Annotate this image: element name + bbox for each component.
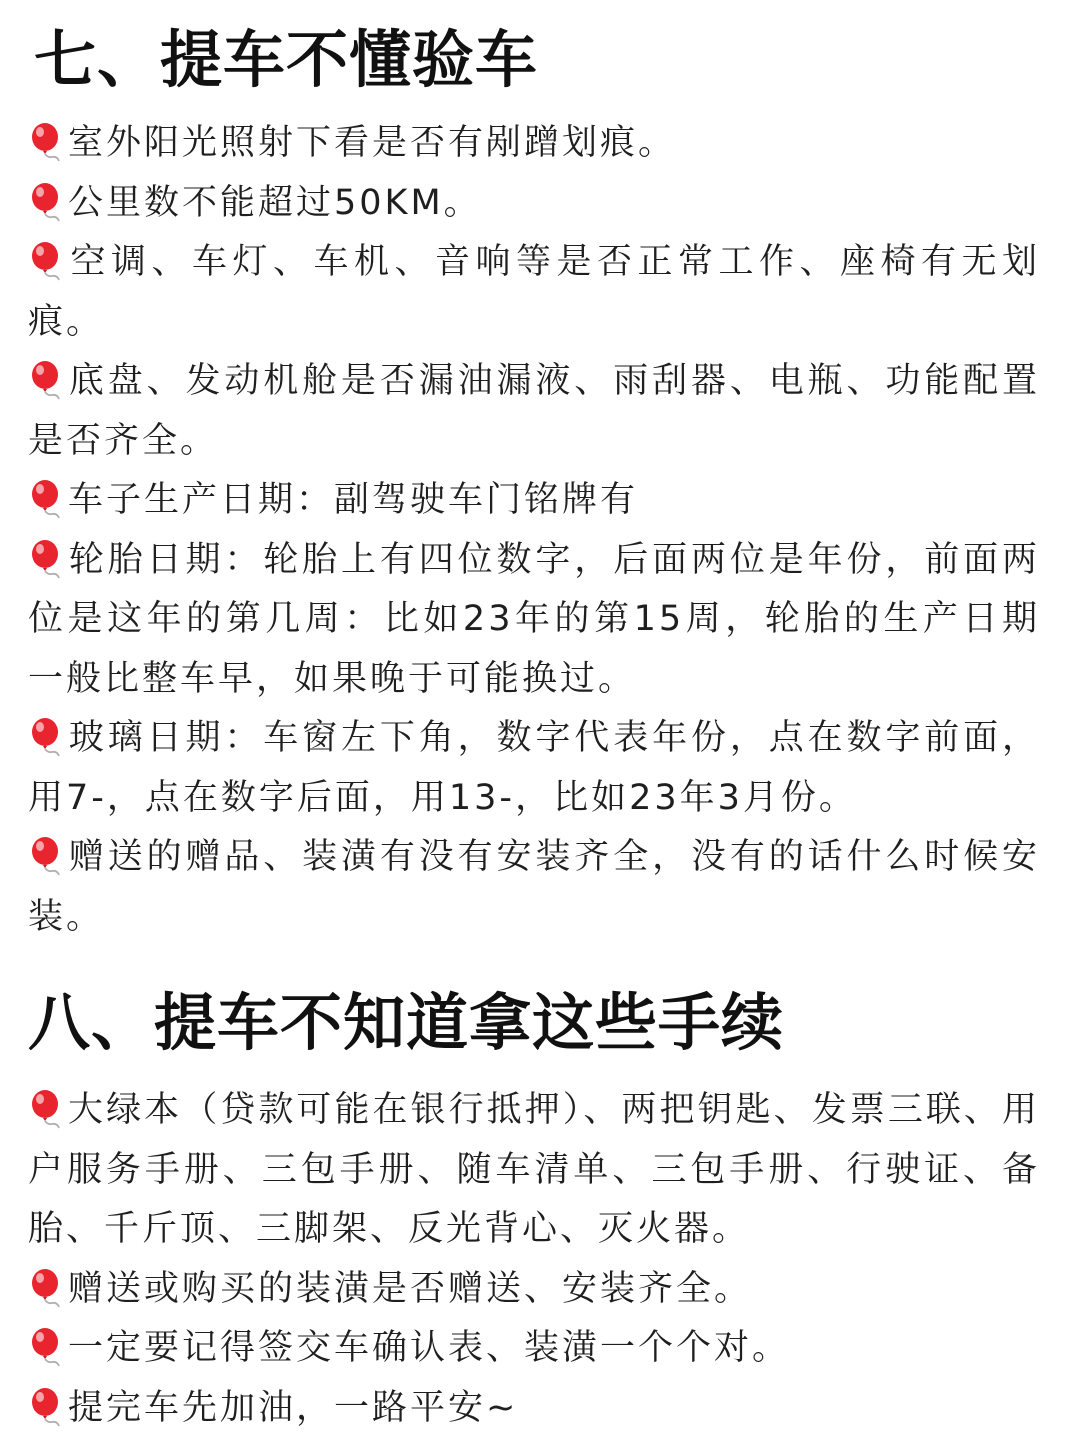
red-balloon-icon <box>28 539 66 579</box>
list-item: 车子生产日期：副驾驶车门铭牌有 <box>28 471 1040 531</box>
red-balloon-icon <box>28 1387 66 1427</box>
list-item: 提完车先加油，一路平安~ <box>28 1379 1040 1439</box>
list-item: 轮胎日期：轮胎上有四位数字，后面两位是年份，前面两位是这年的第几周：比如23年的第15周，轮胎的生产日期一般比整车早，如果晚于可能换过。 <box>28 539 1040 699</box>
red-balloon-icon <box>28 182 66 222</box>
red-balloon-icon <box>28 360 66 400</box>
list-item: 空调、车灯、车机、音响等是否正常工作、座椅有无划痕。 <box>28 242 1040 342</box>
red-balloon-icon <box>28 1268 66 1308</box>
red-balloon-icon <box>28 1089 66 1129</box>
red-balloon-icon <box>28 836 66 876</box>
red-balloon-icon <box>28 1327 66 1367</box>
red-balloon-icon <box>28 122 66 162</box>
red-balloon-icon <box>28 479 66 519</box>
red-balloon-icon <box>28 241 66 281</box>
list-item: 赠送的赠品、装潢有没有安装齐全，没有的话什么时候安装。 <box>28 837 1040 937</box>
list-item: 公里数不能超过50KM。 <box>28 174 1040 234</box>
list-item: 一定要记得签交车确认表、装潢一个个对。 <box>28 1319 1040 1379</box>
section-heading-inspection: 七、提车不懂验车 <box>34 23 539 96</box>
note-page <box>28 14 1040 1438</box>
red-balloon-icon <box>28 717 66 757</box>
documents-checklist <box>28 1081 1040 1438</box>
inspection-checklist <box>28 114 1040 947</box>
list-item: 底盘、发动机舱是否漏油漏液、雨刮器、电瓶、功能配置是否齐全。 <box>28 361 1040 461</box>
list-item: 大绿本（贷款可能在银行抵押）、两把钥匙、发票三联、用户服务手册、三包手册、随车清单、三包手册、行驶证、备胎、千斤顶、三脚架、反光背心、灭火器。 <box>28 1090 1040 1249</box>
section-heading-documents: 八、提车不知道拿这些手续 <box>28 986 785 1059</box>
list-item: 玻璃日期：车窗左下角，数字代表年份，点在数字前面，用7-，点在数字后面，用13-，比如23年3月份。 <box>28 718 1040 818</box>
list-item: 室外阳光照射下看是否有剐蹭划痕。 <box>28 114 1040 174</box>
list-item: 赠送或购买的装潢是否赠送、安装齐全。 <box>28 1260 1040 1320</box>
